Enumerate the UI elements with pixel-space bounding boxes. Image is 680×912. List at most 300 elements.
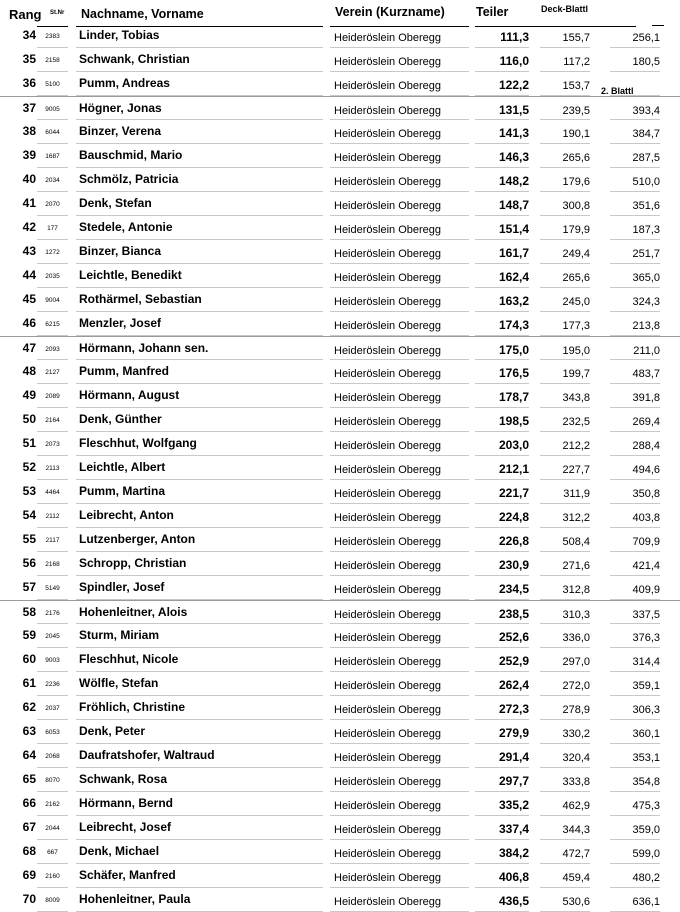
rank-cell: 39 bbox=[22, 148, 36, 162]
second-blattl-cell: 360,1 bbox=[632, 728, 660, 740]
teiler-cell: 161,7 bbox=[498, 246, 529, 260]
table-row bbox=[0, 552, 680, 576]
teiler-cell: 148,2 bbox=[498, 174, 529, 188]
start-number-cell: 5100 bbox=[45, 81, 60, 88]
start-number-cell: 5149 bbox=[45, 585, 60, 592]
club-cell: Heideröslein Oberegg bbox=[334, 128, 442, 140]
start-number-cell: 2068 bbox=[45, 753, 60, 760]
club-cell: Heideröslein Oberegg bbox=[334, 752, 442, 764]
second-blattl-cell: 480,2 bbox=[632, 872, 660, 884]
club-cell: Heideröslein Oberegg bbox=[334, 416, 442, 428]
name-cell: Fröhlich, Christine bbox=[79, 700, 186, 714]
table-row bbox=[0, 696, 680, 720]
club-cell: Heideröslein Oberegg bbox=[334, 512, 442, 524]
start-number-cell: 2383 bbox=[45, 33, 60, 40]
start-number-cell: 177 bbox=[47, 225, 58, 232]
club-cell: Heideröslein Oberegg bbox=[334, 392, 442, 404]
club-cell: Heideröslein Oberegg bbox=[334, 609, 442, 621]
table-row bbox=[0, 600, 680, 624]
rank-cell: 45 bbox=[22, 292, 36, 306]
teiler-cell: 141,3 bbox=[498, 126, 529, 140]
start-number-cell: 2045 bbox=[45, 633, 60, 640]
club-cell: Heideröslein Oberegg bbox=[334, 824, 442, 836]
table-row bbox=[0, 792, 680, 816]
club-cell: Heideröslein Oberegg bbox=[334, 872, 442, 884]
start-number-cell: 2044 bbox=[45, 825, 60, 832]
table-row bbox=[0, 48, 680, 72]
second-blattl-cell: 314,4 bbox=[632, 656, 660, 668]
rank-cell: 69 bbox=[22, 868, 36, 882]
deck-blattl-cell: 330,2 bbox=[562, 728, 590, 740]
second-blattl-cell: 354,8 bbox=[632, 776, 660, 788]
start-number-cell: 2176 bbox=[45, 610, 60, 617]
name-cell: Denk, Günther bbox=[79, 412, 162, 426]
club-cell: Heideröslein Oberegg bbox=[334, 368, 442, 380]
start-number-cell: 1687 bbox=[45, 153, 60, 160]
second-blattl-cell: 256,1 bbox=[632, 32, 660, 44]
rank-cell: 65 bbox=[22, 772, 36, 786]
name-cell: Schmölz, Patricia bbox=[79, 172, 179, 186]
header-name: Nachname, Vorname bbox=[81, 7, 204, 21]
deck-blattl-cell: 227,7 bbox=[562, 464, 590, 476]
header-st-nr: St.Nr bbox=[50, 10, 65, 16]
teiler-cell: 146,3 bbox=[498, 150, 529, 164]
club-cell: Heideröslein Oberegg bbox=[334, 560, 442, 572]
start-number-cell: 9004 bbox=[45, 297, 60, 304]
second-blattl-cell: 403,8 bbox=[632, 512, 660, 524]
teiler-cell: 230,9 bbox=[498, 558, 529, 572]
teiler-cell: 234,5 bbox=[498, 582, 529, 596]
rank-cell: 61 bbox=[22, 676, 36, 690]
rank-cell: 37 bbox=[22, 101, 36, 115]
name-cell: Pumm, Manfred bbox=[79, 364, 170, 378]
teiler-cell: 174,3 bbox=[498, 318, 529, 332]
teiler-cell: 212,1 bbox=[498, 462, 529, 476]
table-row bbox=[0, 24, 680, 48]
start-number-cell: 2073 bbox=[45, 441, 60, 448]
club-cell: Heideröslein Oberegg bbox=[334, 680, 442, 692]
second-blattl-cell: 306,3 bbox=[632, 704, 660, 716]
header-verein: Verein (Kurzname) bbox=[335, 5, 445, 19]
header-teiler: Teiler bbox=[476, 5, 509, 19]
table-row bbox=[0, 288, 680, 312]
name-cell: Wölfle, Stefan bbox=[79, 676, 159, 690]
rank-cell: 43 bbox=[22, 244, 36, 258]
second-blattl-cell: 391,8 bbox=[632, 392, 660, 404]
rank-cell: 52 bbox=[22, 460, 36, 474]
teiler-cell: 436,5 bbox=[498, 894, 529, 908]
deck-blattl-cell: 265,6 bbox=[562, 152, 590, 164]
name-cell: Denk, Stefan bbox=[79, 196, 152, 210]
name-cell: Hohenleitner, Alois bbox=[79, 605, 188, 619]
second-blattl-cell: 180,5 bbox=[632, 56, 660, 68]
rank-cell: 40 bbox=[22, 172, 36, 186]
club-cell: Heideröslein Oberegg bbox=[334, 296, 442, 308]
teiler-cell: 297,7 bbox=[498, 774, 529, 788]
club-cell: Heideröslein Oberegg bbox=[334, 176, 442, 188]
table-row bbox=[0, 216, 680, 240]
table-row bbox=[0, 816, 680, 840]
deck-blattl-cell: 508,4 bbox=[562, 536, 590, 548]
deck-blattl-cell: 333,8 bbox=[562, 776, 590, 788]
teiler-cell: 226,8 bbox=[498, 534, 529, 548]
teiler-cell: 162,4 bbox=[498, 270, 529, 284]
table-row bbox=[0, 96, 680, 120]
deck-blattl-cell: 265,6 bbox=[562, 272, 590, 284]
table-row bbox=[0, 576, 680, 600]
second-blattl-cell: 350,8 bbox=[632, 488, 660, 500]
second-blattl-cell: 359,1 bbox=[632, 680, 660, 692]
deck-blattl-cell: 232,5 bbox=[562, 416, 590, 428]
teiler-cell: 122,2 bbox=[498, 78, 529, 92]
second-blattl-cell: 510,0 bbox=[632, 176, 660, 188]
second-blattl-cell: 287,5 bbox=[632, 152, 660, 164]
club-cell: Heideröslein Oberegg bbox=[334, 224, 442, 236]
rank-cell: 55 bbox=[22, 532, 36, 546]
second-blattl-cell: 365,0 bbox=[632, 272, 660, 284]
deck-blattl-cell: 312,2 bbox=[562, 512, 590, 524]
table-header bbox=[0, 0, 680, 26]
table-row bbox=[0, 840, 680, 864]
header-rang: Rang bbox=[9, 7, 42, 22]
club-cell: Heideröslein Oberegg bbox=[334, 440, 442, 452]
start-number-cell: 6053 bbox=[45, 729, 60, 736]
teiler-cell: 176,5 bbox=[498, 366, 529, 380]
rank-cell: 41 bbox=[22, 196, 36, 210]
rank-cell: 47 bbox=[22, 341, 36, 355]
name-cell: Pumm, Andreas bbox=[79, 76, 170, 90]
second-blattl-cell: 421,4 bbox=[632, 560, 660, 572]
table-row bbox=[0, 336, 680, 360]
start-number-cell: 2127 bbox=[45, 369, 60, 376]
name-cell: Stedele, Antonie bbox=[79, 220, 173, 234]
teiler-cell: 131,5 bbox=[498, 103, 529, 117]
club-cell: Heideröslein Oberegg bbox=[334, 848, 442, 860]
name-cell: Fleschhut, Wolfgang bbox=[79, 436, 197, 450]
teiler-cell: 203,0 bbox=[498, 438, 529, 452]
start-number-cell: 2168 bbox=[45, 561, 60, 568]
start-number-cell: 2093 bbox=[45, 346, 60, 353]
table-row bbox=[0, 264, 680, 288]
rank-cell: 34 bbox=[22, 28, 36, 42]
teiler-cell: 148,7 bbox=[498, 198, 529, 212]
start-number-cell: 2089 bbox=[45, 393, 60, 400]
club-cell: Heideröslein Oberegg bbox=[334, 704, 442, 716]
deck-blattl-cell: 117,2 bbox=[563, 56, 590, 68]
rank-cell: 62 bbox=[22, 700, 36, 714]
table-row bbox=[0, 744, 680, 768]
rank-cell: 66 bbox=[22, 796, 36, 810]
start-number-cell: 6044 bbox=[45, 129, 60, 136]
deck-blattl-cell: 343,8 bbox=[562, 392, 590, 404]
second-blattl-cell: 324,3 bbox=[632, 296, 660, 308]
club-cell: Heideröslein Oberegg bbox=[334, 800, 442, 812]
deck-blattl-cell: 297,0 bbox=[562, 656, 590, 668]
name-cell: Schropp, Christian bbox=[79, 556, 187, 570]
rank-cell: 35 bbox=[22, 52, 36, 66]
rank-cell: 54 bbox=[22, 508, 36, 522]
second-blattl-cell: 251,7 bbox=[632, 248, 660, 260]
name-cell: Leichtle, Benedikt bbox=[79, 268, 182, 282]
teiler-cell: 252,6 bbox=[498, 630, 529, 644]
rank-cell: 64 bbox=[22, 748, 36, 762]
rank-cell: 57 bbox=[22, 580, 36, 594]
name-cell: Hörmann, Bernd bbox=[79, 796, 174, 810]
name-cell: Schwank, Christian bbox=[79, 52, 190, 66]
start-number-cell: 2037 bbox=[45, 705, 60, 712]
rank-cell: 70 bbox=[22, 892, 36, 906]
deck-blattl-cell: 278,9 bbox=[562, 704, 590, 716]
teiler-cell: 272,3 bbox=[498, 702, 529, 716]
start-number-cell: 2112 bbox=[45, 513, 60, 520]
start-number-cell: 4464 bbox=[45, 489, 60, 496]
name-cell: Leibrecht, Anton bbox=[79, 508, 174, 522]
table-row bbox=[0, 192, 680, 216]
deck-blattl-cell: 179,9 bbox=[562, 224, 590, 236]
table-row bbox=[0, 720, 680, 744]
teiler-cell: 198,5 bbox=[498, 414, 529, 428]
deck-blattl-cell: 462,9 bbox=[562, 800, 590, 812]
start-number-cell: 2113 bbox=[45, 465, 60, 472]
name-cell: Sturm, Miriam bbox=[79, 628, 160, 642]
name-cell: Leibrecht, Josef bbox=[79, 820, 172, 834]
deck-blattl-cell: 271,6 bbox=[562, 560, 590, 572]
table-row bbox=[0, 456, 680, 480]
start-number-cell: 8009 bbox=[45, 897, 60, 904]
rank-cell: 50 bbox=[22, 412, 36, 426]
club-cell: Heideröslein Oberegg bbox=[334, 152, 442, 164]
teiler-cell: 163,2 bbox=[498, 294, 529, 308]
deck-blattl-cell: 190,1 bbox=[562, 128, 590, 140]
club-cell: Heideröslein Oberegg bbox=[334, 728, 442, 740]
name-cell: Spindler, Josef bbox=[79, 580, 165, 594]
rank-cell: 51 bbox=[22, 436, 36, 450]
table-row bbox=[0, 480, 680, 504]
deck-blattl-cell: 336,0 bbox=[562, 632, 590, 644]
second-blattl-cell: 187,3 bbox=[632, 224, 660, 236]
start-number-cell: 2162 bbox=[45, 801, 60, 808]
teiler-cell: 151,4 bbox=[498, 222, 529, 236]
deck-blattl-cell: 212,2 bbox=[562, 440, 590, 452]
name-cell: Fleschhut, Nicole bbox=[79, 652, 179, 666]
name-cell: Menzler, Josef bbox=[79, 316, 162, 330]
start-number-cell: 9005 bbox=[45, 106, 60, 113]
name-cell: Schwank, Rosa bbox=[79, 772, 168, 786]
deck-blattl-cell: 239,5 bbox=[562, 105, 590, 117]
rank-cell: 44 bbox=[22, 268, 36, 282]
start-number-cell: 2035 bbox=[45, 273, 60, 280]
second-blattl-cell: 353,1 bbox=[632, 752, 660, 764]
second-blattl-cell: 384,7 bbox=[632, 128, 660, 140]
second-blattl-cell: 483,7 bbox=[632, 368, 660, 380]
start-number-cell: 2160 bbox=[45, 873, 60, 880]
name-cell: Schäfer, Manfred bbox=[79, 868, 176, 882]
table-row bbox=[0, 768, 680, 792]
table-row bbox=[0, 408, 680, 432]
teiler-cell: 337,4 bbox=[498, 822, 529, 836]
club-cell: Heideröslein Oberegg bbox=[334, 345, 442, 357]
club-cell: Heideröslein Oberegg bbox=[334, 632, 442, 644]
deck-blattl-cell: 199,7 bbox=[562, 368, 590, 380]
teiler-cell: 262,4 bbox=[498, 678, 529, 692]
teiler-cell: 384,2 bbox=[498, 846, 529, 860]
rank-cell: 42 bbox=[22, 220, 36, 234]
deck-blattl-cell: 459,4 bbox=[562, 872, 590, 884]
table-row bbox=[0, 432, 680, 456]
rank-cell: 60 bbox=[22, 652, 36, 666]
second-blattl-cell: 475,3 bbox=[632, 800, 660, 812]
deck-blattl-cell: 272,0 bbox=[562, 680, 590, 692]
rank-cell: 63 bbox=[22, 724, 36, 738]
club-cell: Heideröslein Oberegg bbox=[334, 656, 442, 668]
start-number-cell: 667 bbox=[47, 849, 58, 856]
club-cell: Heideröslein Oberegg bbox=[334, 80, 442, 92]
table-row bbox=[0, 648, 680, 672]
results-table bbox=[0, 24, 680, 912]
name-cell: Hohenleitner, Paula bbox=[79, 892, 191, 906]
name-cell: Högner, Jonas bbox=[79, 101, 162, 115]
deck-blattl-cell: 249,4 bbox=[562, 248, 590, 260]
start-number-cell: 9003 bbox=[45, 657, 60, 664]
table-row bbox=[0, 672, 680, 696]
deck-blattl-cell: 530,6 bbox=[562, 896, 590, 908]
teiler-cell: 221,7 bbox=[498, 486, 529, 500]
start-number-cell: 2158 bbox=[45, 57, 60, 64]
club-cell: Heideröslein Oberegg bbox=[334, 584, 442, 596]
teiler-cell: 335,2 bbox=[498, 798, 529, 812]
table-row bbox=[0, 168, 680, 192]
club-cell: Heideröslein Oberegg bbox=[334, 200, 442, 212]
teiler-cell: 252,9 bbox=[498, 654, 529, 668]
rank-cell: 48 bbox=[22, 364, 36, 378]
club-cell: Heideröslein Oberegg bbox=[334, 464, 442, 476]
club-cell: Heideröslein Oberegg bbox=[334, 248, 442, 260]
deck-blattl-cell: 344,3 bbox=[562, 824, 590, 836]
second-blattl-cell: 599,0 bbox=[632, 848, 660, 860]
start-number-cell: 2070 bbox=[45, 201, 60, 208]
second-blattl-cell: 409,9 bbox=[632, 584, 660, 596]
table-row bbox=[0, 624, 680, 648]
second-blattl-cell: 269,4 bbox=[632, 416, 660, 428]
rank-cell: 53 bbox=[22, 484, 36, 498]
deck-blattl-cell: 311,9 bbox=[563, 488, 590, 500]
deck-blattl-cell: 312,8 bbox=[562, 584, 590, 596]
rank-cell: 38 bbox=[22, 124, 36, 138]
table-row bbox=[0, 864, 680, 888]
table-row bbox=[0, 72, 680, 96]
teiler-cell: 116,0 bbox=[499, 54, 529, 68]
club-cell: Heideröslein Oberegg bbox=[334, 32, 442, 44]
table-row bbox=[0, 360, 680, 384]
start-number-cell: 8070 bbox=[45, 777, 60, 784]
deck-blattl-cell: 320,4 bbox=[562, 752, 590, 764]
club-cell: Heideröslein Oberegg bbox=[334, 776, 442, 788]
header-2-blattl: 2. Blattl bbox=[601, 86, 634, 96]
second-blattl-cell: 211,0 bbox=[633, 345, 660, 357]
teiler-cell: 238,5 bbox=[498, 607, 529, 621]
name-cell: Binzer, Bianca bbox=[79, 244, 162, 258]
club-cell: Heideröslein Oberegg bbox=[334, 536, 442, 548]
club-cell: Heideröslein Oberegg bbox=[334, 272, 442, 284]
table-row bbox=[0, 384, 680, 408]
rank-cell: 56 bbox=[22, 556, 36, 570]
club-cell: Heideröslein Oberegg bbox=[334, 320, 442, 332]
rank-cell: 59 bbox=[22, 628, 36, 642]
rank-cell: 67 bbox=[22, 820, 36, 834]
table-row bbox=[0, 144, 680, 168]
rank-cell: 36 bbox=[22, 76, 36, 90]
table-row bbox=[0, 528, 680, 552]
club-cell: Heideröslein Oberegg bbox=[334, 56, 442, 68]
start-number-cell: 2117 bbox=[45, 537, 60, 544]
table-row bbox=[0, 504, 680, 528]
second-blattl-cell: 494,6 bbox=[632, 464, 660, 476]
start-number-cell: 2034 bbox=[45, 177, 60, 184]
second-blattl-cell: 376,3 bbox=[632, 632, 660, 644]
rank-cell: 68 bbox=[22, 844, 36, 858]
teiler-cell: 279,9 bbox=[498, 726, 529, 740]
name-cell: Bauschmid, Mario bbox=[79, 148, 183, 162]
name-cell: Leichtle, Albert bbox=[79, 460, 166, 474]
table-row bbox=[0, 312, 680, 336]
teiler-cell: 406,8 bbox=[498, 870, 529, 884]
header-deck-blattl: Deck-Blattl bbox=[541, 4, 589, 14]
deck-blattl-cell: 177,3 bbox=[562, 320, 590, 332]
table-row bbox=[0, 120, 680, 144]
second-blattl-cell: 351,6 bbox=[632, 200, 660, 212]
name-cell: Hörmann, August bbox=[79, 388, 180, 402]
teiler-cell: 178,7 bbox=[498, 390, 529, 404]
name-cell: Hörmann, Johann sen. bbox=[79, 341, 209, 355]
teiler-cell: 175,0 bbox=[498, 343, 529, 357]
name-cell: Lutzenberger, Anton bbox=[79, 532, 196, 546]
second-blattl-cell: 337,5 bbox=[632, 609, 660, 621]
name-cell: Binzer, Verena bbox=[79, 124, 162, 138]
start-number-cell: 1272 bbox=[45, 249, 60, 256]
start-number-cell: 2236 bbox=[45, 681, 60, 688]
name-cell: Pumm, Martina bbox=[79, 484, 166, 498]
deck-blattl-cell: 195,0 bbox=[562, 345, 590, 357]
second-blattl-cell: 213,8 bbox=[632, 320, 660, 332]
name-cell: Denk, Peter bbox=[79, 724, 146, 738]
club-cell: Heideröslein Oberegg bbox=[334, 488, 442, 500]
name-cell: Linder, Tobias bbox=[79, 28, 160, 42]
deck-blattl-cell: 310,3 bbox=[562, 609, 590, 621]
start-number-cell: 6215 bbox=[45, 321, 60, 328]
deck-blattl-cell: 179,6 bbox=[562, 176, 590, 188]
teiler-cell: 111,3 bbox=[500, 30, 529, 44]
table-row bbox=[0, 888, 680, 912]
name-cell: Denk, Michael bbox=[79, 844, 160, 858]
teiler-cell: 291,4 bbox=[498, 750, 529, 764]
name-cell: Daufratshofer, Waltraud bbox=[79, 748, 215, 762]
deck-blattl-cell: 472,7 bbox=[562, 848, 590, 860]
table-row bbox=[0, 240, 680, 264]
second-blattl-cell: 288,4 bbox=[632, 440, 660, 452]
deck-blattl-cell: 300,8 bbox=[562, 200, 590, 212]
start-number-cell: 2164 bbox=[45, 417, 60, 424]
deck-blattl-cell: 153,7 bbox=[562, 80, 590, 92]
deck-blattl-cell: 245,0 bbox=[562, 296, 590, 308]
club-cell: Heideröslein Oberegg bbox=[334, 896, 442, 908]
second-blattl-cell: 636,1 bbox=[632, 896, 660, 908]
rank-cell: 49 bbox=[22, 388, 36, 402]
club-cell: Heideröslein Oberegg bbox=[334, 105, 442, 117]
name-cell: Rothärmel, Sebastian bbox=[79, 292, 202, 306]
teiler-cell: 224,8 bbox=[498, 510, 529, 524]
deck-blattl-cell: 155,7 bbox=[562, 32, 590, 44]
second-blattl-cell: 709,9 bbox=[632, 536, 660, 548]
